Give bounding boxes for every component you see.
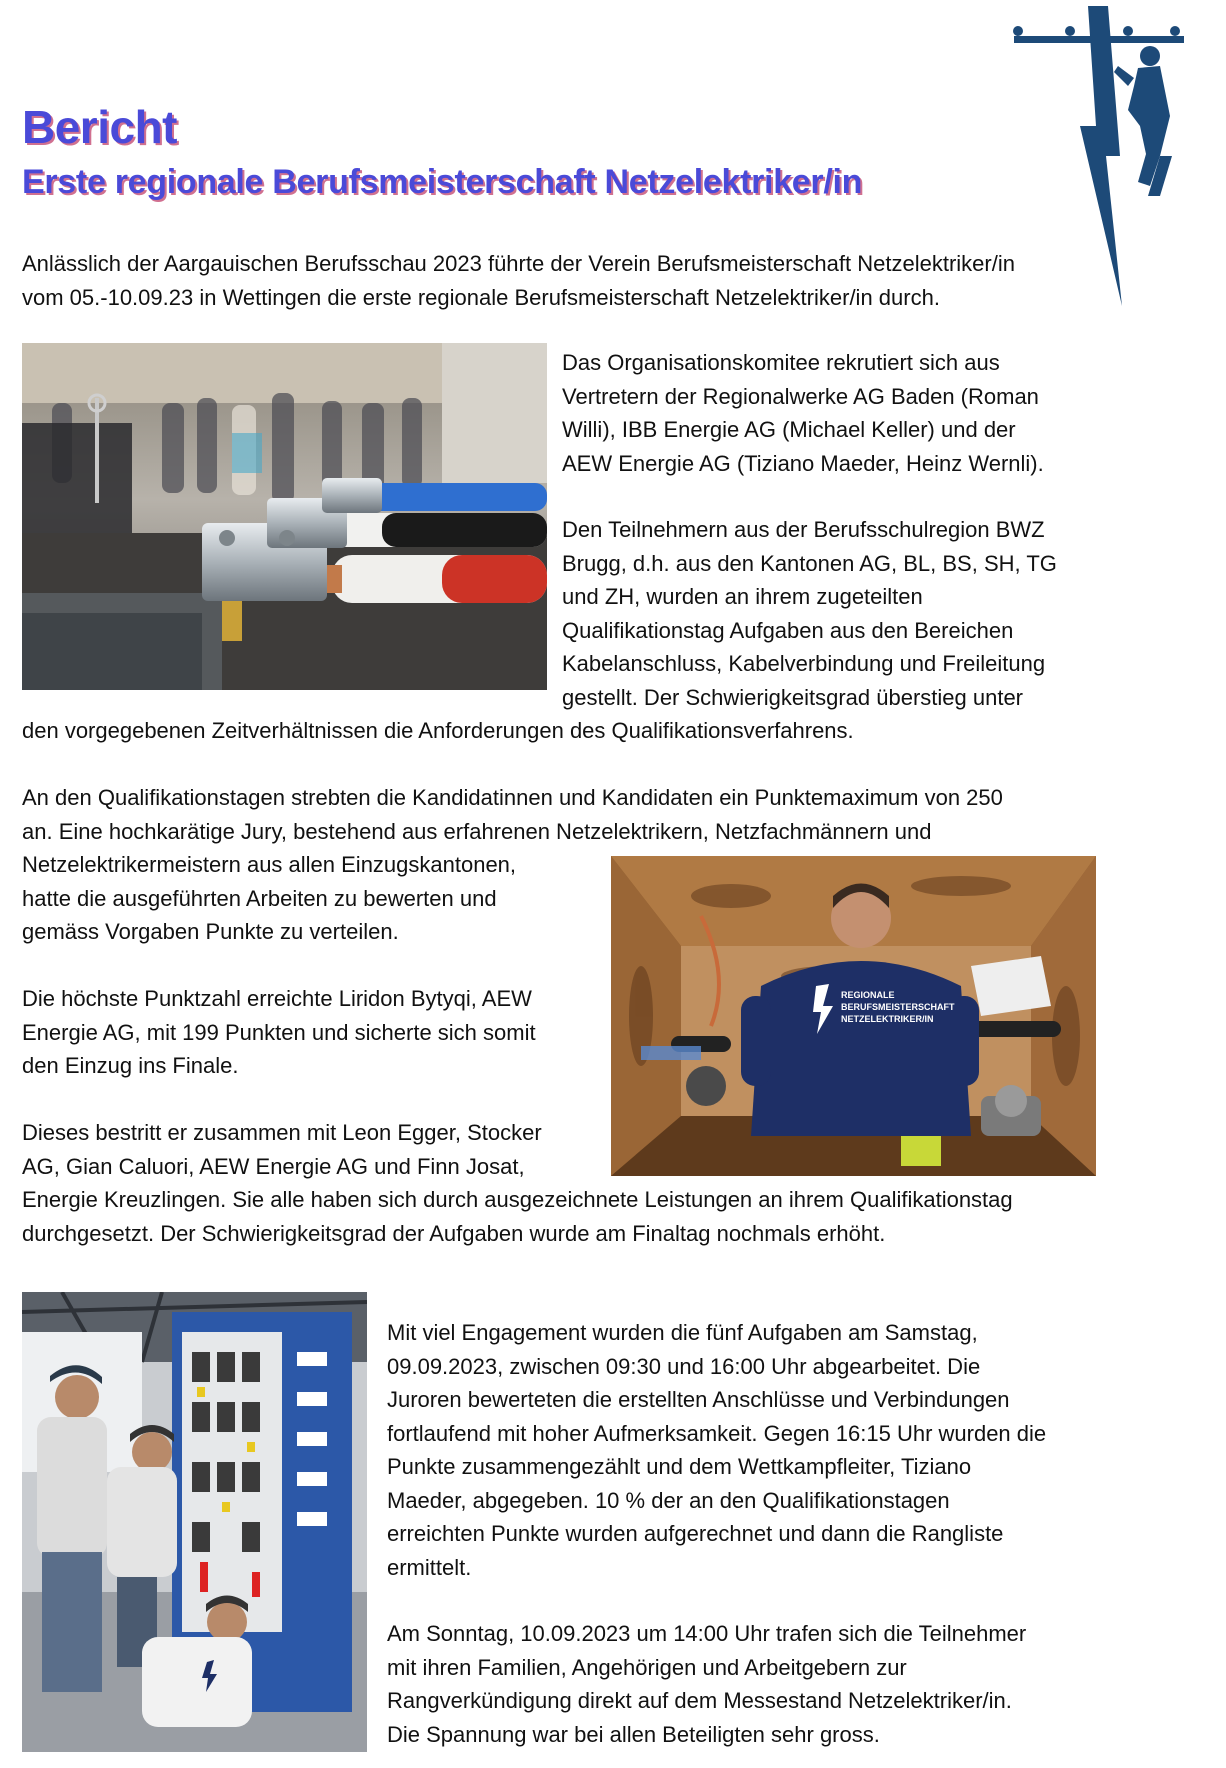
text-line: Vertretern der Regionalwerke AG Baden (Roman bbox=[562, 383, 1039, 409]
text-line: Rangverkündigung direkt auf dem Messestand Netzelektriker/in. bbox=[387, 1688, 1012, 1713]
text-line: fortlaufend mit hoher Aufmerksamkeit. Gegen 16:15 Uhr wurden die bbox=[387, 1420, 1047, 1446]
electrician-on-pole-icon bbox=[1010, 6, 1186, 306]
text-line: erreichten Punkte wurden aufgerechnet und dann die Rangliste bbox=[387, 1521, 1004, 1546]
text-line: AG, Gian Caluori, AEW Energie AG und Finn Josat, bbox=[22, 1153, 525, 1179]
text-line: Qualifikationstag Aufgaben aus den Bereichen bbox=[562, 617, 1014, 643]
text-line: Den Teilnehmern aus der Berufsschulregion BWZ bbox=[562, 517, 1045, 542]
text-line: Die höchste Punktzahl erreichte Liridon Bytyqi, AEW bbox=[22, 986, 532, 1011]
text-line: Brugg, d.h. aus den Kantonen AG, BL, BS, SH, TG bbox=[562, 550, 1057, 576]
text-line: Kabelanschluss, Kabelverbindung und Freileitung bbox=[562, 651, 1046, 676]
cable-terminals-photo bbox=[22, 343, 547, 690]
text-line: Juroren bewerteten die erstellten Anschlüsse und Verbindungen bbox=[387, 1387, 1010, 1412]
participants-paragraph bbox=[562, 513, 1057, 714]
shirt-text-line: REGIONALE bbox=[841, 990, 895, 1000]
intro-paragraph bbox=[22, 247, 1015, 314]
text-line: Energie Kreuzlingen. Sie alle haben sich durch ausgezeichnete Leistungen an ihrem Qualifikationstag bbox=[22, 1187, 1013, 1212]
text-line: Am Sonntag, 10.09.2023 um 14:00 Uhr trafen sich die Teilnehmer bbox=[387, 1621, 1027, 1646]
text-line: den vorgegebenen Zeitverhältnissen die Anforderungen des Qualifikationsverfahrens. bbox=[22, 718, 854, 743]
text-line: Punkte zusammengezählt und dem Wettkampfleiter, Tiziano bbox=[387, 1454, 972, 1479]
winner-paragraph bbox=[22, 982, 536, 1083]
switch-cabinet-photo bbox=[22, 1292, 367, 1752]
committee-paragraph bbox=[562, 346, 1044, 480]
text-line: AEW Energie AG (Tiziano Maeder, Heinz Wernli). bbox=[562, 450, 1044, 476]
text-line: und ZH, wurden an ihrem zugeteilten bbox=[562, 584, 923, 609]
text-line: 09.09.2023, zwischen 09:30 und 16:00 Uhr abgearbeitet. Die bbox=[387, 1353, 981, 1379]
shirt-text-line: NETZELEKTRIKER/IN bbox=[841, 1014, 934, 1024]
text-line: ermittelt. bbox=[387, 1554, 472, 1580]
text-line: Willi), IBB Energie AG (Michael Keller) und der bbox=[562, 417, 1016, 442]
text-line: gestellt. Der Schwierigkeitsgrad überstieg unter bbox=[562, 684, 1024, 710]
page-title: Bericht bbox=[22, 101, 177, 153]
text-line: Netzelektrikermeistern aus allen Einzugskantonen, bbox=[22, 852, 517, 877]
text-line: Maeder, abgegeben. 10 % der an den Qualifikationstagen bbox=[387, 1487, 950, 1513]
text-line: Dieses bestritt er zusammen mit Leon Egger, Stocker bbox=[22, 1120, 542, 1145]
text-line: vom 05.-10.09.23 in Wettingen die erste regionale Berufsmeisterschaft Netzelektriker/in durch. bbox=[22, 284, 940, 310]
text-line: Die Spannung war bei allen Beteiligten sehr gross. bbox=[387, 1721, 880, 1747]
text-line: gemäss Vorgaben Punkte zu verteilen. bbox=[22, 919, 399, 944]
page-subtitle: Erste regionale Berufsmeisterschaft Netzelektriker/in bbox=[22, 163, 863, 201]
text-line: hatte die ausgeführten Arbeiten zu bewerten und bbox=[22, 885, 497, 911]
ceremony-paragraph bbox=[387, 1617, 1026, 1751]
text-line: Mit viel Engagement wurden die fünf Aufgaben am Samstag, bbox=[387, 1320, 978, 1345]
text-line: Das Organisationskomitee rekrutiert sich aus bbox=[562, 350, 1000, 375]
text-line: den Einzug ins Finale. bbox=[22, 1053, 239, 1078]
text-line: Anlässlich der Aargauischen Berufsschau 2023 führte der Verein Berufsmeisterschaft Netzelektriker/in bbox=[22, 251, 1015, 276]
text-line: an. Eine hochkarätige Jury, bestehend aus erfahrenen Netzelektrikern, Netzfachmännern und bbox=[22, 818, 932, 844]
text-line: Energie AG, mit 199 Punkten und sicherte sich somit bbox=[22, 1019, 536, 1045]
competition-day-paragraph bbox=[387, 1316, 1046, 1584]
text-line: An den Qualifikationstagen strebten die Kandidatinnen und Kandidaten ein Punktemaximum von 250 bbox=[22, 785, 1003, 810]
finalists-paragraph bbox=[22, 1116, 1013, 1250]
text-line: mit ihren Familien, Angehörigen und Arbeitgebern zur bbox=[387, 1654, 907, 1680]
text-line: durchgesetzt. Der Schwierigkeitsgrad der Aufgaben wurde am Finaltag nochmals erhöht. bbox=[22, 1220, 886, 1246]
shirt-text-line: BERUFSMEISTERSCHAFT bbox=[841, 1002, 955, 1012]
